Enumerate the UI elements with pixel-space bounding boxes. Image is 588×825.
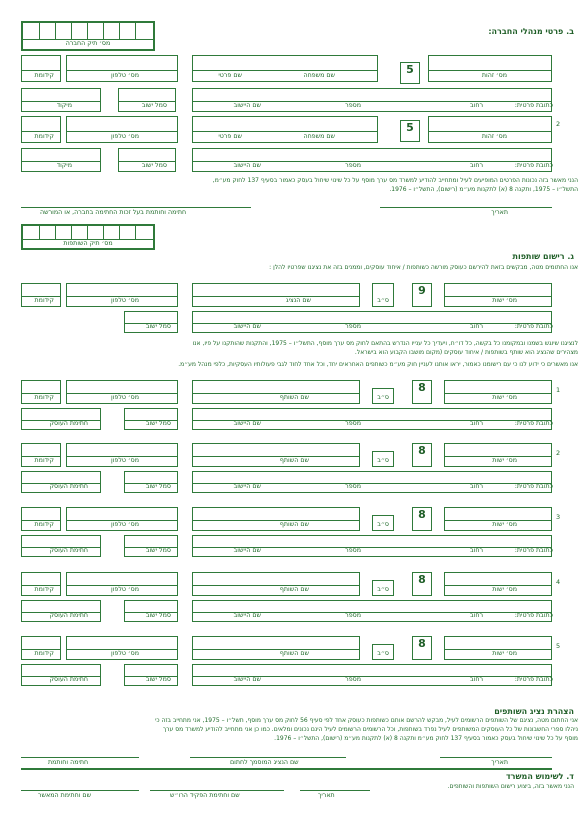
partner-address-field[interactable]: כתובת פרטית: רחוב מספר שם היישוב (192, 535, 552, 557)
partner-index: 1 (556, 386, 561, 394)
declaration-title: הצהרת נציג השותפים (494, 707, 574, 716)
section-d-approver-label: שם וחתימת המאשר (38, 792, 92, 799)
partner-sb-field[interactable]: ס״ב (372, 388, 394, 404)
partner-id-field[interactable]: מס׳ ישות (444, 572, 552, 596)
manager-row-number: 5 (400, 62, 420, 84)
section-b-title: ב. פרטי מנהלי החברה: (488, 27, 574, 36)
manager2-city-code-field[interactable]: סמל ישוב (118, 148, 176, 172)
declaration-sig-label: חתימה וחותמת (48, 759, 89, 766)
partner-name-field[interactable]: שם השותף (192, 572, 360, 596)
partner-signature-field[interactable]: חתימת העוסק (21, 408, 101, 430)
rep-area-code-field[interactable]: קידומת (21, 283, 61, 307)
partner-id-field[interactable]: מס׳ ישות (444, 507, 552, 531)
section-d-date-label: תאריך (318, 792, 335, 799)
partner-signature-field[interactable]: חתימת העוסק (21, 664, 101, 686)
partner-address-field[interactable]: כתובת פרטית: רחוב מספר שם היישוב (192, 471, 552, 493)
partner-area-code-field[interactable]: קידומת (21, 572, 61, 596)
partner-address-field[interactable]: כתובת פרטית: רחוב מספר שם היישוב (192, 408, 552, 430)
partner-city-code-field[interactable]: סמל ישוב (124, 471, 178, 493)
partner-signature-field[interactable]: חתימת העוסק (21, 471, 101, 493)
partner-phone-field[interactable]: מס׳ טלפון (66, 572, 178, 596)
manager2-address-field[interactable]: כתובת פרטית: רחוב מספר שם היישוב (192, 148, 552, 172)
partner-sb-field[interactable]: ס״ב (372, 515, 394, 531)
partner-city-code-field[interactable]: סמל ישוב (124, 600, 178, 622)
manager-row-index: 2 (556, 120, 561, 128)
rep-number: 9 (412, 283, 432, 307)
manager2-phone-field[interactable]: מס׳ טלפון (66, 116, 178, 143)
partner-phone-field[interactable]: מס׳ טלפון (66, 507, 178, 531)
partner-phone-field[interactable]: מס׳ טלפון (66, 380, 178, 404)
section-g-para: אנו מאשרים כי ידוע לנו כי עם רישומנו כאמור, יראו אותנו לעניין חוק מע״מ כשותפים האחראים יחד, וכל אחד לחוד לגבי פעולותיו העסקיות, כלפי מנהל מע״מ. (178, 361, 578, 368)
section-g-title: ג. רישום שותפות (512, 252, 574, 261)
rep-name-field[interactable]: שם הנציג (192, 283, 360, 307)
partner-signature-field[interactable]: חתימת העוסק (21, 535, 101, 557)
partnership-file-box[interactable] (21, 224, 155, 250)
section-d-text: הנני מאשר בזה, ביצוע רישום השותפות והשותפים. (447, 783, 574, 790)
partner-phone-field[interactable]: מס׳ טלפון (66, 443, 178, 467)
section-b-declaration: התשל״ו – 1975, ותקנה 8 (א) לתקנות מע״מ (רישום), התשל״ו – 1976. (389, 186, 578, 193)
declaration-text: ניהלו ספרי החשבונות של כל העוסקים המשותפים לעיל נפרד בשותפות, וכל הרשומים הרשומים לעיל הינם נכונים ומלאים. כמו כן אני מתחייב להודיע למשרד מס ערך (162, 726, 578, 733)
partner-address-field[interactable]: כתובת פרטית: רחוב מספר שם היישוב (192, 664, 552, 686)
partner-name-field[interactable]: שם השותף (192, 443, 360, 467)
declaration-rep-name-label: שם הנציג המוסמך לחתום (230, 759, 299, 766)
manager1-city-code-field[interactable]: סמל ישוב (118, 88, 176, 112)
manager1-name-field[interactable]: שם משפחה שם פרטי (192, 55, 378, 82)
partner-number: 8 (412, 380, 432, 404)
partner-name-field[interactable]: שם השותף (192, 636, 360, 660)
manager1-address-field[interactable]: כתובת פרטית: רחוב מספר שם היישוב (192, 88, 552, 112)
rep-phone-field[interactable]: מס׳ טלפון (66, 283, 178, 307)
declaration-text: מוסף על כל שינוי שיחול בעסק כאמור בסעיף 137 לחוק מע״מ ותקנה 8 (א) לתקנות מע״מ (רישום), התשל״ו – 1976. (274, 735, 578, 742)
partner-city-code-field[interactable]: סמל ישוב (124, 535, 178, 557)
partner-index: 5 (556, 642, 561, 650)
partner-number: 8 (412, 443, 432, 467)
partner-phone-field[interactable]: מס׳ טלפון (66, 636, 178, 660)
section-d-clerk-label: שם וחתימת הפקיד הרו״ש (170, 792, 240, 799)
partner-area-code-field[interactable]: קידומת (21, 443, 61, 467)
partner-signature-field[interactable]: חתימת העוסק (21, 600, 101, 622)
partner-city-code-field[interactable]: סמל ישוב (124, 664, 178, 686)
partner-index: 3 (556, 513, 561, 521)
declaration-text: אני החתום מטה, נציגם של השותפים הרשומים לעיל, מבקש להרשם אותם כשותפות כעוסק אחד לפי סעיף 56 לחוק מס ערך מוסף, תשל״ו – 1975, אני מתחייב בזה כי (155, 717, 578, 724)
partner-name-field[interactable]: שם השותף (192, 507, 360, 531)
date-label: תאריך (491, 209, 508, 216)
partner-area-code-field[interactable]: קידומת (21, 636, 61, 660)
company-file-label: מס׳ תיק החברה (65, 40, 111, 47)
partner-sb-field[interactable]: ס״ב (372, 451, 394, 467)
partner-number: 8 (412, 636, 432, 660)
partner-number: 8 (412, 572, 432, 596)
section-g-intro: אנו החתומים מטה, מבקשים בזאת להירשם כעוסק מורשה כשותפות / איחוד עוסקים, וממנים בזה את נציגנו שפרטיו להלן : (269, 264, 578, 271)
partner-id-field[interactable]: מס׳ ישות (444, 443, 552, 467)
partner-city-code-field[interactable]: סמל ישוב (124, 408, 178, 430)
partner-sb-field[interactable]: ס״ב (372, 644, 394, 660)
partner-number: 8 (412, 507, 432, 531)
partner-id-field[interactable]: מס׳ ישות (444, 380, 552, 404)
manager2-id-field[interactable]: מס׳ זהות (428, 116, 552, 143)
partnership-file-label: מס׳ תיק השותפות (63, 240, 113, 247)
partner-area-code-field[interactable]: קידומת (21, 507, 61, 531)
manager1-zip-field[interactable]: מיקוד (21, 88, 101, 112)
manager2-name-field[interactable]: שם משפחה שם פרטי (192, 116, 378, 143)
section-g-para: מצהירים שהנציג הוא שותף בשותפות / איחוד עוסקים (מקום מושבו הקבוע הוא בישראל. (354, 349, 578, 356)
partner-name-field[interactable]: שם השותף (192, 380, 360, 404)
section-b-declaration: הנני מאשר בזה נכונות הפרטים המופיעים לעיל ומתחייב להודיע למשרד מס ערך מוסף על כל שינוי שיחול בעסק כאמור בסעיף 137 לחוק מע״מ, (212, 177, 578, 184)
rep-address-field[interactable]: כתובת פרטית: רחוב מספר שם היישוב (192, 311, 552, 333)
rep-sb-field[interactable]: ס״ב (372, 283, 394, 307)
manager2-area-code-field[interactable]: קידומת (21, 116, 61, 143)
manager1-id-field[interactable]: מס׳ זהות (428, 55, 552, 82)
partner-index: 4 (556, 578, 561, 586)
declaration-date-label: תאריך (491, 759, 508, 766)
rep-id-field[interactable]: מס׳ ישות (444, 283, 552, 307)
manager2-zip-field[interactable]: מיקוד (21, 148, 101, 172)
manager-row-number: 5 (400, 120, 420, 142)
partner-area-code-field[interactable]: קידומת (21, 380, 61, 404)
manager1-phone-field[interactable]: מס׳ טלפון (66, 55, 178, 82)
partner-address-field[interactable]: כתובת פרטית: רחוב מספר שם היישוב (192, 600, 552, 622)
rep-city-code-field[interactable]: סמל ישוב (124, 311, 178, 333)
partner-index: 2 (556, 449, 561, 457)
section-g-para: לנציגנו שיוגש בשמנו ובמקומנו כל בקשה, כל דו״ח, ויעדיך כל ענייו הנדרש בהתאם לחוק מס ערך מוסף, התשל״ו – 1975, והתקנות שהותקנו על פיו, אנו (192, 340, 578, 347)
partner-id-field[interactable]: מס׳ ישות (444, 636, 552, 660)
signature-label: חתימה וחותמת בעל זכות החתימה בחברה, או המורשה (40, 209, 187, 216)
company-file-box[interactable] (21, 21, 155, 51)
manager1-area-code-field[interactable]: קידומת (21, 55, 61, 82)
partner-sb-field[interactable]: ס״ב (372, 580, 394, 596)
section-d-title: ד. לשימוש המשרד (505, 772, 574, 781)
